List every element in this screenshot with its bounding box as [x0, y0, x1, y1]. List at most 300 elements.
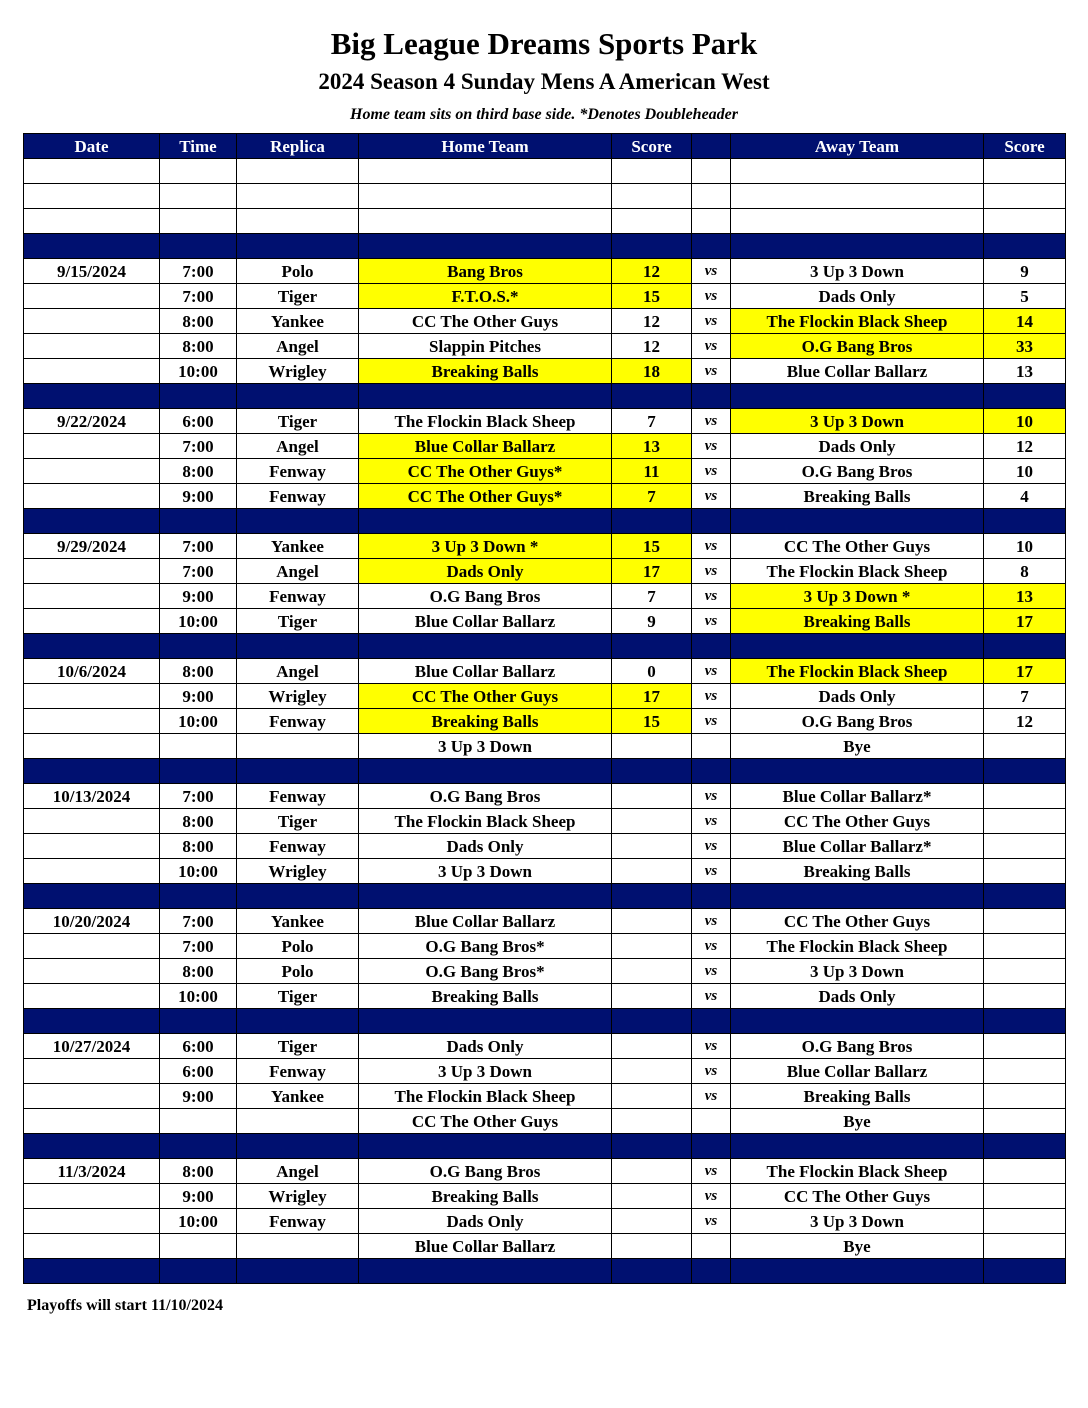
- away-team-cell: The Flockin Black Sheep: [731, 559, 984, 584]
- col-date: Date: [24, 134, 160, 159]
- date-cell: [24, 459, 160, 484]
- home-team-cell: Breaking Balls: [359, 359, 612, 384]
- home-team-cell: 3 Up 3 Down: [359, 1059, 612, 1084]
- replica-cell: Tiger: [237, 409, 359, 434]
- away-team-cell: [731, 1009, 984, 1034]
- away-score-cell: [984, 934, 1066, 959]
- vs-cell: vs: [692, 984, 731, 1009]
- date-cell: [24, 734, 160, 759]
- time-cell: 9:00: [160, 484, 237, 509]
- date-cell: 9/22/2024: [24, 409, 160, 434]
- home-team-cell: O.G Bang Bros: [359, 784, 612, 809]
- home-team-cell: CC The Other Guys*: [359, 459, 612, 484]
- away-score-cell: 4: [984, 484, 1066, 509]
- home-score-cell: [612, 784, 692, 809]
- time-cell: 9:00: [160, 684, 237, 709]
- away-team-cell: CC The Other Guys: [731, 809, 984, 834]
- replica-cell: Angel: [237, 659, 359, 684]
- time-cell: 9:00: [160, 1084, 237, 1109]
- home-score-cell: [612, 759, 692, 784]
- home-score-cell: [612, 384, 692, 409]
- home-score-cell: [612, 934, 692, 959]
- home-score-cell: [612, 884, 692, 909]
- away-team-cell: 3 Up 3 Down: [731, 259, 984, 284]
- away-team-cell: 3 Up 3 Down *: [731, 584, 984, 609]
- date-cell: 10/27/2024: [24, 1034, 160, 1059]
- vs-cell: vs: [692, 784, 731, 809]
- time-cell: 8:00: [160, 1159, 237, 1184]
- home-score-cell: 15: [612, 709, 692, 734]
- time-cell: [160, 384, 237, 409]
- replica-cell: [237, 509, 359, 534]
- away-team-cell: The Flockin Black Sheep: [731, 659, 984, 684]
- away-score-cell: 13: [984, 359, 1066, 384]
- time-cell: [160, 1234, 237, 1259]
- home-team-cell: [359, 1009, 612, 1034]
- away-team-cell: Blue Collar Ballarz: [731, 1059, 984, 1084]
- schedule-table: [23, 133, 1066, 1284]
- week-separator-row: [24, 384, 1066, 409]
- away-score-cell: [984, 1134, 1066, 1159]
- home-team-cell: The Flockin Black Sheep: [359, 1084, 612, 1109]
- game-row: [24, 709, 1066, 734]
- date-cell: [24, 434, 160, 459]
- away-team-cell: Breaking Balls: [731, 609, 984, 634]
- date-cell: [24, 384, 160, 409]
- replica-cell: Yankee: [237, 309, 359, 334]
- away-score-cell: 10: [984, 409, 1066, 434]
- replica-cell: Yankee: [237, 1084, 359, 1109]
- date-cell: [24, 184, 160, 209]
- page-title: Big League Dreams Sports Park: [330, 26, 758, 61]
- replica-cell: Wrigley: [237, 1184, 359, 1209]
- time-cell: 6:00: [160, 409, 237, 434]
- time-cell: 8:00: [160, 309, 237, 334]
- time-cell: 8:00: [160, 959, 237, 984]
- time-cell: 7:00: [160, 784, 237, 809]
- home-team-cell: The Flockin Black Sheep: [359, 409, 612, 434]
- date-cell: [24, 334, 160, 359]
- vs-cell: [692, 759, 731, 784]
- home-score-cell: [612, 1259, 692, 1284]
- away-score-cell: [984, 1059, 1066, 1084]
- date-cell: [24, 1134, 160, 1159]
- vs-cell: vs: [692, 934, 731, 959]
- replica-cell: [237, 1109, 359, 1134]
- home-score-cell: [612, 1059, 692, 1084]
- vs-cell: [692, 884, 731, 909]
- away-team-cell: The Flockin Black Sheep: [731, 309, 984, 334]
- col-replica: Replica: [237, 134, 359, 159]
- vs-cell: vs: [692, 359, 731, 384]
- time-cell: 9:00: [160, 1184, 237, 1209]
- replica-cell: Tiger: [237, 809, 359, 834]
- date-cell: [24, 159, 160, 184]
- away-score-cell: [984, 1109, 1066, 1134]
- home-score-cell: 17: [612, 684, 692, 709]
- vs-cell: [692, 734, 731, 759]
- game-row: [24, 309, 1066, 334]
- time-cell: [160, 759, 237, 784]
- replica-cell: [237, 759, 359, 784]
- vs-cell: [692, 234, 731, 259]
- date-cell: 11/3/2024: [24, 1159, 160, 1184]
- game-row: [24, 459, 1066, 484]
- home-team-cell: Dads Only: [359, 1209, 612, 1234]
- vs-cell: vs: [692, 909, 731, 934]
- game-row: [24, 984, 1066, 1009]
- away-score-cell: 17: [984, 609, 1066, 634]
- vs-cell: vs: [692, 1059, 731, 1084]
- away-score-cell: [984, 1084, 1066, 1109]
- home-score-cell: 11: [612, 459, 692, 484]
- away-team-cell: Bye: [731, 734, 984, 759]
- home-team-cell: Dads Only: [359, 559, 612, 584]
- replica-cell: [237, 634, 359, 659]
- replica-cell: Fenway: [237, 484, 359, 509]
- away-team-cell: [731, 159, 984, 184]
- home-score-cell: 7: [612, 409, 692, 434]
- game-row: [24, 934, 1066, 959]
- week-separator-row: [24, 1134, 1066, 1159]
- home-team-cell: O.G Bang Bros: [359, 584, 612, 609]
- away-score-cell: 5: [984, 284, 1066, 309]
- time-cell: [160, 734, 237, 759]
- replica-cell: Fenway: [237, 834, 359, 859]
- date-cell: [24, 309, 160, 334]
- game-row: [24, 1184, 1066, 1209]
- home-score-cell: [612, 1209, 692, 1234]
- game-row: [24, 1159, 1066, 1184]
- away-team-cell: O.G Bang Bros: [731, 709, 984, 734]
- away-score-cell: [984, 209, 1066, 234]
- away-score-cell: [984, 634, 1066, 659]
- home-score-cell: [612, 1009, 692, 1034]
- game-row: [24, 684, 1066, 709]
- away-score-cell: [984, 1184, 1066, 1209]
- away-team-cell: 3 Up 3 Down: [731, 959, 984, 984]
- vs-cell: vs: [692, 809, 731, 834]
- home-team-cell: Slappin Pitches: [359, 334, 612, 359]
- col-vs: [692, 134, 731, 159]
- time-cell: [160, 234, 237, 259]
- vs-cell: [692, 1259, 731, 1284]
- home-score-cell: [612, 1184, 692, 1209]
- home-team-cell: [359, 634, 612, 659]
- away-team-cell: Blue Collar Ballarz*: [731, 834, 984, 859]
- vs-cell: [692, 1134, 731, 1159]
- home-score-cell: [612, 234, 692, 259]
- away-score-cell: [984, 159, 1066, 184]
- game-row: [24, 284, 1066, 309]
- replica-cell: [237, 884, 359, 909]
- away-score-cell: 12: [984, 709, 1066, 734]
- away-team-cell: Breaking Balls: [731, 484, 984, 509]
- game-row: [24, 609, 1066, 634]
- home-team-cell: [359, 209, 612, 234]
- home-team-cell: Blue Collar Ballarz: [359, 609, 612, 634]
- time-cell: [160, 884, 237, 909]
- game-row: [24, 1209, 1066, 1234]
- away-team-cell: [731, 759, 984, 784]
- time-cell: [160, 1134, 237, 1159]
- home-team-cell: [359, 234, 612, 259]
- home-team-cell: [359, 184, 612, 209]
- time-cell: [160, 509, 237, 534]
- time-cell: 8:00: [160, 809, 237, 834]
- home-team-cell: CC The Other Guys: [359, 1109, 612, 1134]
- home-team-cell: F.T.O.S.*: [359, 284, 612, 309]
- week-separator-row: [24, 509, 1066, 534]
- vs-cell: [692, 509, 731, 534]
- home-score-cell: [612, 1234, 692, 1259]
- away-score-cell: [984, 834, 1066, 859]
- away-score-cell: [984, 984, 1066, 1009]
- date-cell: 9/29/2024: [24, 534, 160, 559]
- time-cell: 6:00: [160, 1034, 237, 1059]
- replica-cell: Tiger: [237, 284, 359, 309]
- away-score-cell: 8: [984, 559, 1066, 584]
- game-row: [24, 734, 1066, 759]
- vs-cell: vs: [692, 859, 731, 884]
- date-cell: [24, 584, 160, 609]
- replica-cell: Tiger: [237, 1034, 359, 1059]
- vs-cell: [692, 1234, 731, 1259]
- home-team-cell: Breaking Balls: [359, 984, 612, 1009]
- replica-cell: [237, 1009, 359, 1034]
- vs-cell: vs: [692, 1209, 731, 1234]
- time-cell: [160, 209, 237, 234]
- date-cell: [24, 609, 160, 634]
- away-score-cell: 10: [984, 534, 1066, 559]
- away-score-cell: 33: [984, 334, 1066, 359]
- home-score-cell: [612, 509, 692, 534]
- page-subtitle: 2024 Season 4 Sunday Mens A American West: [318, 69, 770, 94]
- away-team-cell: Dads Only: [731, 434, 984, 459]
- date-cell: [24, 284, 160, 309]
- away-score-cell: 10: [984, 459, 1066, 484]
- date-cell: [24, 1234, 160, 1259]
- game-row: [24, 659, 1066, 684]
- away-score-cell: 7: [984, 684, 1066, 709]
- vs-cell: vs: [692, 834, 731, 859]
- home-team-cell: [359, 159, 612, 184]
- replica-cell: [237, 159, 359, 184]
- game-row: [24, 909, 1066, 934]
- away-team-cell: O.G Bang Bros: [731, 1034, 984, 1059]
- time-cell: 8:00: [160, 334, 237, 359]
- col-time: Time: [160, 134, 237, 159]
- home-team-cell: Blue Collar Ballarz: [359, 909, 612, 934]
- home-score-cell: [612, 984, 692, 1009]
- game-row: [24, 409, 1066, 434]
- vs-cell: vs: [692, 434, 731, 459]
- vs-cell: vs: [692, 409, 731, 434]
- week-separator-row: [24, 884, 1066, 909]
- vs-cell: [692, 384, 731, 409]
- home-team-cell: 3 Up 3 Down: [359, 859, 612, 884]
- game-row: [24, 1109, 1066, 1134]
- date-cell: 10/6/2024: [24, 659, 160, 684]
- replica-cell: Angel: [237, 434, 359, 459]
- home-score-cell: [612, 1159, 692, 1184]
- replica-cell: Angel: [237, 1159, 359, 1184]
- date-cell: [24, 234, 160, 259]
- vs-cell: vs: [692, 334, 731, 359]
- blank-row: [24, 209, 1066, 234]
- away-score-cell: 13: [984, 584, 1066, 609]
- away-score-cell: [984, 959, 1066, 984]
- away-team-cell: The Flockin Black Sheep: [731, 934, 984, 959]
- date-cell: [24, 1184, 160, 1209]
- home-score-cell: [612, 1034, 692, 1059]
- col-away-team: Away Team: [731, 134, 984, 159]
- date-cell: [24, 1209, 160, 1234]
- date-cell: [24, 959, 160, 984]
- away-team-cell: [731, 884, 984, 909]
- vs-cell: vs: [692, 1084, 731, 1109]
- home-score-cell: [612, 159, 692, 184]
- game-row: [24, 534, 1066, 559]
- date-cell: [24, 934, 160, 959]
- away-score-cell: [984, 234, 1066, 259]
- away-score-cell: 9: [984, 259, 1066, 284]
- schedule-body: [24, 159, 1066, 1284]
- away-team-cell: 3 Up 3 Down: [731, 409, 984, 434]
- week-separator-row: [24, 1009, 1066, 1034]
- home-score-cell: 12: [612, 334, 692, 359]
- vs-cell: vs: [692, 284, 731, 309]
- date-cell: [24, 1059, 160, 1084]
- game-row: [24, 1034, 1066, 1059]
- home-score-cell: [612, 859, 692, 884]
- time-cell: 10:00: [160, 709, 237, 734]
- away-team-cell: Bye: [731, 1234, 984, 1259]
- home-team-cell: Blue Collar Ballarz: [359, 1234, 612, 1259]
- home-score-cell: 17: [612, 559, 692, 584]
- away-team-cell: [731, 184, 984, 209]
- replica-cell: Tiger: [237, 609, 359, 634]
- away-team-cell: Breaking Balls: [731, 1084, 984, 1109]
- away-team-cell: Blue Collar Ballarz*: [731, 784, 984, 809]
- vs-cell: vs: [692, 484, 731, 509]
- vs-cell: vs: [692, 1034, 731, 1059]
- away-team-cell: Breaking Balls: [731, 859, 984, 884]
- away-score-cell: [984, 809, 1066, 834]
- home-team-cell: [359, 384, 612, 409]
- date-cell: [24, 809, 160, 834]
- game-row: [24, 809, 1066, 834]
- date-cell: [24, 859, 160, 884]
- time-cell: 7:00: [160, 259, 237, 284]
- home-score-cell: [612, 184, 692, 209]
- date-cell: [24, 559, 160, 584]
- home-team-cell: CC The Other Guys: [359, 684, 612, 709]
- week-separator-row: [24, 759, 1066, 784]
- time-cell: 7:00: [160, 284, 237, 309]
- home-team-cell: Dads Only: [359, 834, 612, 859]
- vs-cell: [692, 1109, 731, 1134]
- home-team-cell: O.G Bang Bros*: [359, 934, 612, 959]
- home-score-cell: [612, 809, 692, 834]
- replica-cell: Fenway: [237, 1059, 359, 1084]
- away-score-cell: [984, 1159, 1066, 1184]
- home-team-cell: Blue Collar Ballarz: [359, 659, 612, 684]
- game-row: [24, 559, 1066, 584]
- home-team-cell: 3 Up 3 Down: [359, 734, 612, 759]
- time-cell: 8:00: [160, 459, 237, 484]
- replica-cell: Yankee: [237, 909, 359, 934]
- home-team-cell: O.G Bang Bros: [359, 1159, 612, 1184]
- vs-cell: [692, 209, 731, 234]
- game-row: [24, 859, 1066, 884]
- away-score-cell: [984, 909, 1066, 934]
- home-team-cell: CC The Other Guys: [359, 309, 612, 334]
- time-cell: [160, 184, 237, 209]
- home-team-cell: 3 Up 3 Down *: [359, 534, 612, 559]
- away-score-cell: [984, 1259, 1066, 1284]
- replica-cell: Polo: [237, 259, 359, 284]
- home-score-cell: [612, 634, 692, 659]
- date-cell: [24, 759, 160, 784]
- home-score-cell: [612, 959, 692, 984]
- replica-cell: Fenway: [237, 709, 359, 734]
- blank-row: [24, 184, 1066, 209]
- time-cell: 10:00: [160, 1209, 237, 1234]
- home-score-cell: 9: [612, 609, 692, 634]
- game-row: [24, 484, 1066, 509]
- time-cell: [160, 1109, 237, 1134]
- time-cell: 7:00: [160, 934, 237, 959]
- away-score-cell: [984, 384, 1066, 409]
- away-team-cell: [731, 209, 984, 234]
- replica-cell: Tiger: [237, 984, 359, 1009]
- vs-cell: vs: [692, 609, 731, 634]
- game-row: [24, 834, 1066, 859]
- date-cell: [24, 1109, 160, 1134]
- replica-cell: Fenway: [237, 1209, 359, 1234]
- vs-cell: vs: [692, 1159, 731, 1184]
- home-team-cell: O.G Bang Bros*: [359, 959, 612, 984]
- away-score-cell: [984, 184, 1066, 209]
- col-home-team: Home Team: [359, 134, 612, 159]
- home-score-cell: [612, 1134, 692, 1159]
- home-score-cell: [612, 734, 692, 759]
- home-score-cell: [612, 1109, 692, 1134]
- away-score-cell: [984, 509, 1066, 534]
- date-cell: [24, 834, 160, 859]
- date-cell: [24, 209, 160, 234]
- replica-cell: [237, 1259, 359, 1284]
- home-score-cell: 18: [612, 359, 692, 384]
- home-score-cell: 0: [612, 659, 692, 684]
- game-row: [24, 584, 1066, 609]
- time-cell: 7:00: [160, 534, 237, 559]
- col-home-score: Score: [612, 134, 692, 159]
- date-cell: [24, 884, 160, 909]
- replica-cell: [237, 234, 359, 259]
- playoffs-note: Playoffs will start 11/10/2024: [27, 1297, 223, 1314]
- time-cell: 10:00: [160, 359, 237, 384]
- home-team-cell: [359, 759, 612, 784]
- time-cell: 9:00: [160, 584, 237, 609]
- replica-cell: [237, 184, 359, 209]
- away-team-cell: O.G Bang Bros: [731, 334, 984, 359]
- replica-cell: [237, 384, 359, 409]
- game-row: [24, 1234, 1066, 1259]
- replica-cell: Angel: [237, 559, 359, 584]
- vs-cell: vs: [692, 684, 731, 709]
